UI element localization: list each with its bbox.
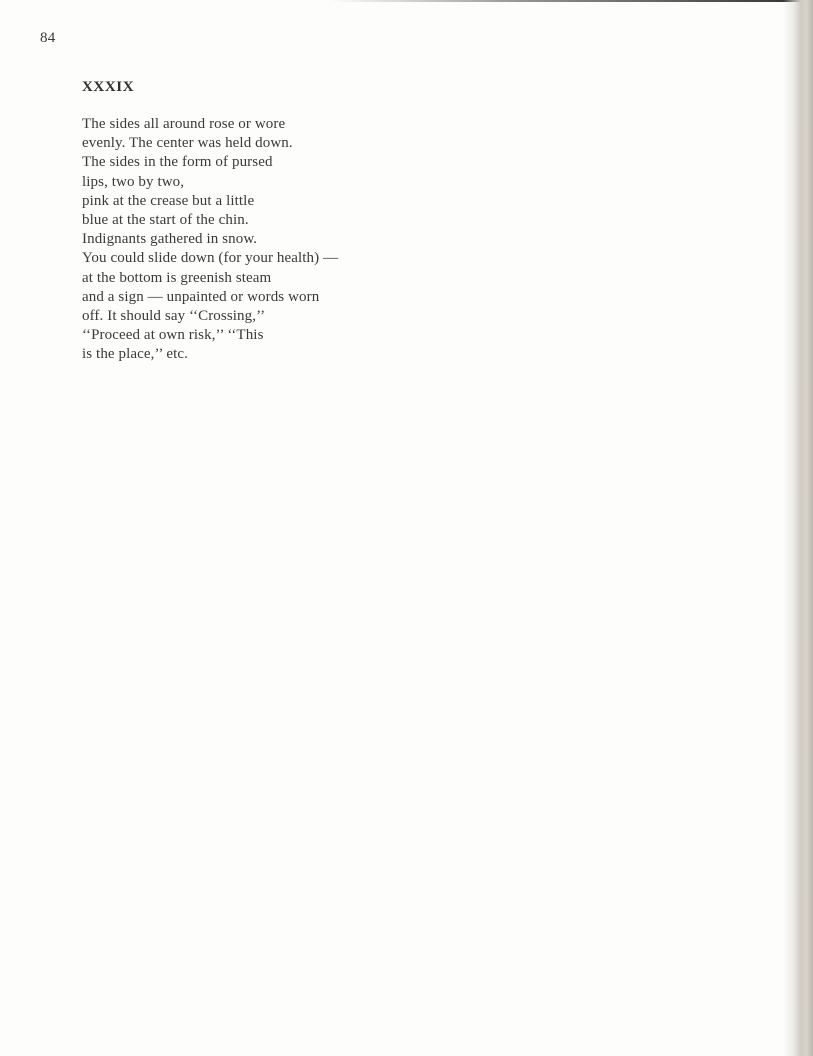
poem-line: lips, two by two, xyxy=(82,173,185,190)
poem-line: evenly. The center was held down. xyxy=(82,135,293,152)
poem-title: XXXIX xyxy=(82,79,135,95)
poem-line: and a sign — unpainted or words worn xyxy=(82,288,320,305)
binding-shadow xyxy=(783,0,813,1056)
poem-line: off. It should say ‘‘Crossing,’’ xyxy=(82,308,266,325)
poem-line: at the bottom is greenish steam xyxy=(82,269,272,286)
poem-line: You could slide down (for your health) — xyxy=(82,250,339,267)
poem-line: is the place,’’ etc. xyxy=(82,346,188,363)
poem-line: The sides all around rose or wore xyxy=(82,116,286,132)
poem-line: The sides in the form of pursed xyxy=(82,154,273,171)
poem-line: Indignants gathered in snow. xyxy=(82,231,258,248)
poem-body xyxy=(82,115,402,365)
poem-line: blue at the start of the chin. xyxy=(82,212,249,229)
poem-line: ‘‘Proceed at own risk,’’ ‘‘This xyxy=(82,327,264,344)
page-number: 84 xyxy=(40,30,56,46)
poem-line: pink at the crease but a little xyxy=(82,192,255,209)
page-top-edge xyxy=(330,0,813,2)
